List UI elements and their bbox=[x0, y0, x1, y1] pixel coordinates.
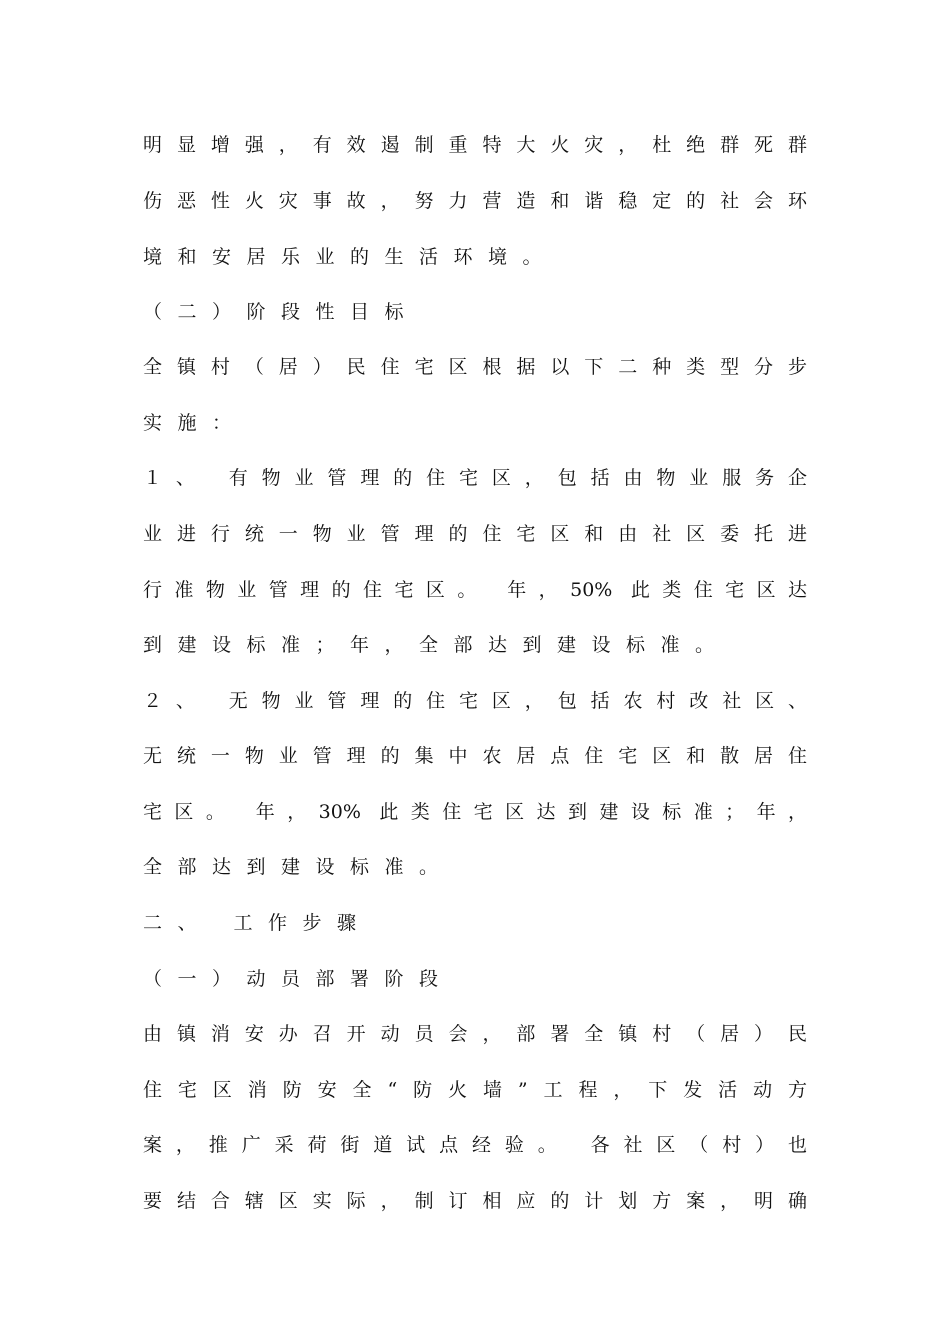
text-line-17: 由镇消安办召开动员会，部署全镇村（居）民 bbox=[143, 1023, 807, 1045]
text-line-6: 实施： bbox=[143, 412, 247, 434]
section-heading-stage-goals: （二）阶段性目标 bbox=[143, 301, 420, 323]
text-line-11: ２、 无物业管理的住宅区，包括农村改社区、 bbox=[143, 690, 807, 712]
section-heading-work-steps: 二、 工作步骤 bbox=[143, 912, 372, 934]
text-line-5: 全镇村（居）民住宅区根据以下二种类型分步 bbox=[143, 356, 807, 378]
text-line-2: 伤恶性火灾事故，努力营造和谐稳定的社会环 bbox=[143, 190, 807, 212]
text-line-14: 全部达到建设标准。 bbox=[143, 856, 454, 878]
text-line-7: １、 有物业管理的住宅区，包括由物业服务企 bbox=[143, 467, 807, 489]
text-line-9: 行准物业管理的住宅区。 年，50% 此类住宅区达 bbox=[143, 579, 807, 601]
text-line-12: 无统一物业管理的集中农居点住宅区和散居住 bbox=[143, 745, 807, 767]
text-line-19: 案，推广采荷街道试点经验。 各社区（村）也 bbox=[143, 1134, 807, 1156]
text-line-10: 到建设标准；年，全部达到建设标准。 bbox=[143, 634, 730, 656]
text-line-20: 要结合辖区实际，制订相应的计划方案，明确 bbox=[143, 1190, 807, 1212]
text-line-1: 明显增强，有效遏制重特大火灾，杜绝群死群 bbox=[143, 134, 807, 156]
text-line-13: 宅区。 年，30% 此类住宅区达到建设标准；年， bbox=[143, 801, 807, 823]
section-heading-mobilization: （一）动员部署阶段 bbox=[143, 968, 454, 990]
text-line-3: 境和安居乐业的生活环境。 bbox=[143, 246, 558, 268]
text-line-8: 业进行统一物业管理的住宅区和由社区委托进 bbox=[143, 523, 807, 545]
text-line-18: 住宅区消防安全“防火墙”工程，下发活动方 bbox=[143, 1079, 807, 1101]
